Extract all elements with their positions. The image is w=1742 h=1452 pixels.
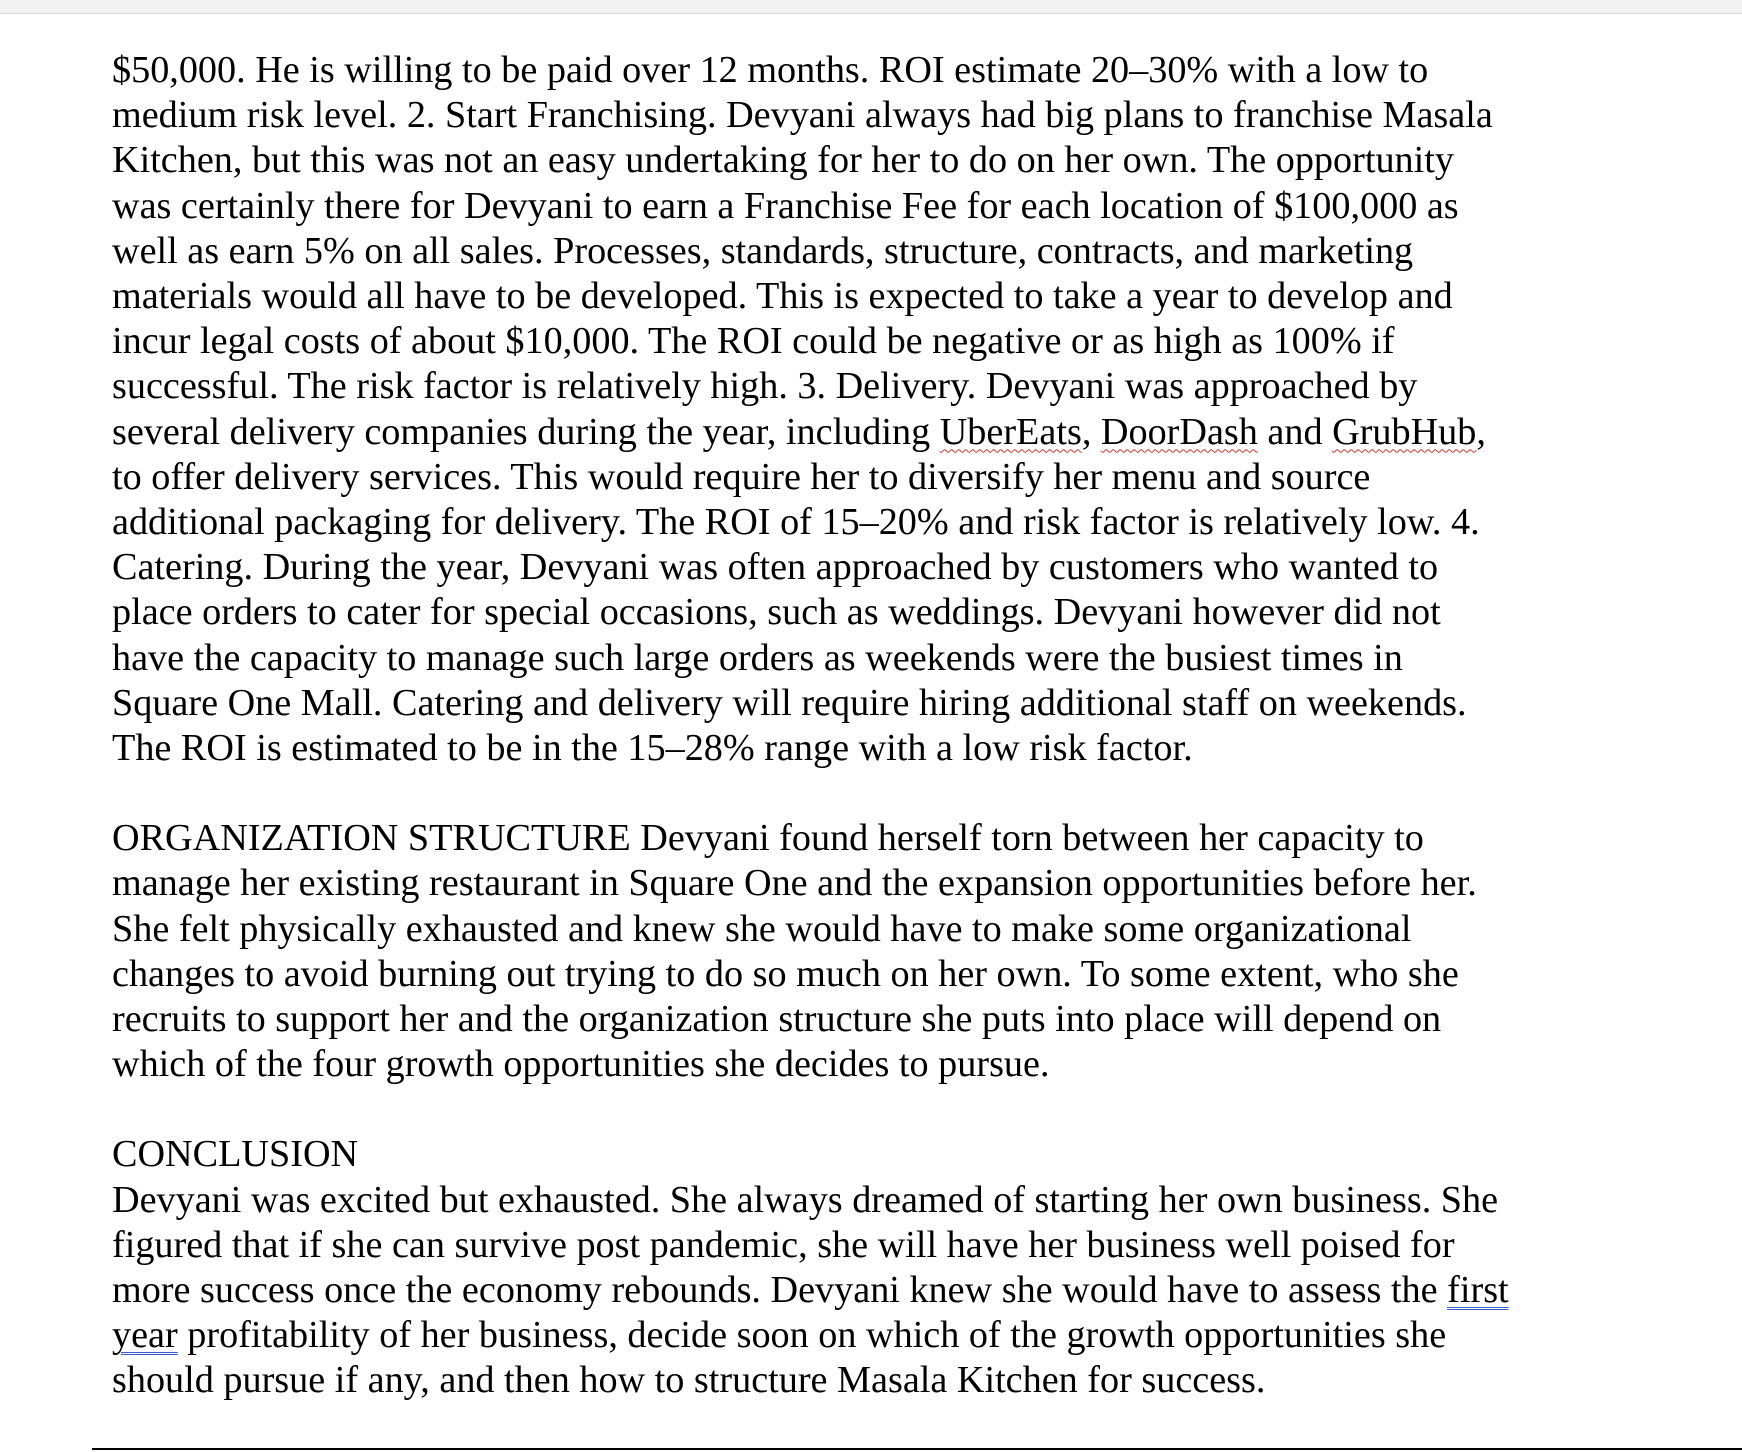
- paragraph-spacer: [112, 1087, 1577, 1132]
- paragraph-text: profitability of her business, decide soon on which of the growth opportunities she should pursue if any, and then how to structure Masala Kitchen for success.: [112, 1314, 1447, 1402]
- paragraph-text: $50,000. He is willing to be paid over 12 months. ROI estimate 20–30% with a low to medium risk level. 2. Start Franchising. Devyani always had big plans to franchise Masala Kitchen, but this was not an easy undertaking for her to do on her own. The opportunity was certainly there for Devyani to earn a Franchise Fee for each location of $100,000 as well as earn 5% on all sales. Processes, standards, structure, contracts, and marketing materials would all have to be developed. This is expected to take a year to develop and incur legal costs of about $10,000. The ROI could be negative or as high as 100% if successful. The risk factor is relatively high. 3. Delivery. Devyani was approached by several delivery companies during the year, including: [112, 49, 1493, 453]
- paragraph-growth-opportunities: [112, 48, 1577, 771]
- paragraph-text: ,: [1081, 410, 1101, 453]
- paragraph-conclusion: [112, 1178, 1577, 1404]
- window-top-bar: [0, 0, 1742, 14]
- paragraph-text: Devyani was excited but exhausted. She always dreamed of starting her own business. She figured that if she can survive post pandemic, she will have her business well poised for more success once the economy rebounds. Devyani knew she would have to assess the: [112, 1178, 1499, 1312]
- paragraph-text: and: [1257, 410, 1333, 453]
- conclusion-heading: CONCLUSION: [112, 1133, 359, 1176]
- spelling-flag-ubereats[interactable]: UberEats: [939, 410, 1082, 453]
- spelling-flag-doordash[interactable]: DoorDash: [1100, 410, 1258, 453]
- paragraph-text: , to offer delivery services. This would require her to diversify her menu and source additional packaging for delivery. The ROI of 15–20% and risk factor is relatively low. 4. Catering. During the year, Devyani was often approached by customers who wanted to place orders to cater for special occasions, such as weddings. Devyani however did not have the capacity to manage such large orders as weekends were the busiest times in Square One Mall. Catering and delivery will require hiring additional staff on weekends. The ROI is estimated to be in the 15–28% range with a low risk factor.: [112, 410, 1486, 770]
- page-bottom-border: [92, 1448, 1742, 1450]
- document-page: [0, 14, 1742, 1452]
- grammar-flag-first-year[interactable]: first year: [112, 1269, 1509, 1357]
- spelling-flag-grubhub[interactable]: GrubHub: [1332, 410, 1477, 453]
- paragraph-spacer: [112, 771, 1577, 816]
- paragraph-organization-structure: ORGANIZATION STRUCTURE Devyani found herself torn between her capacity to manage her existing restaurant in Square One and the expansion opportunities before her. She felt physically exhausted and knew she would have to make some organizational changes to avoid burning out trying to do so much on her own. To some extent, who she recruits to support her and the organization structure she puts into place will depend on which of the four growth opportunities she decides to pursue.: [112, 817, 1477, 1086]
- document-body: [112, 48, 1577, 1404]
